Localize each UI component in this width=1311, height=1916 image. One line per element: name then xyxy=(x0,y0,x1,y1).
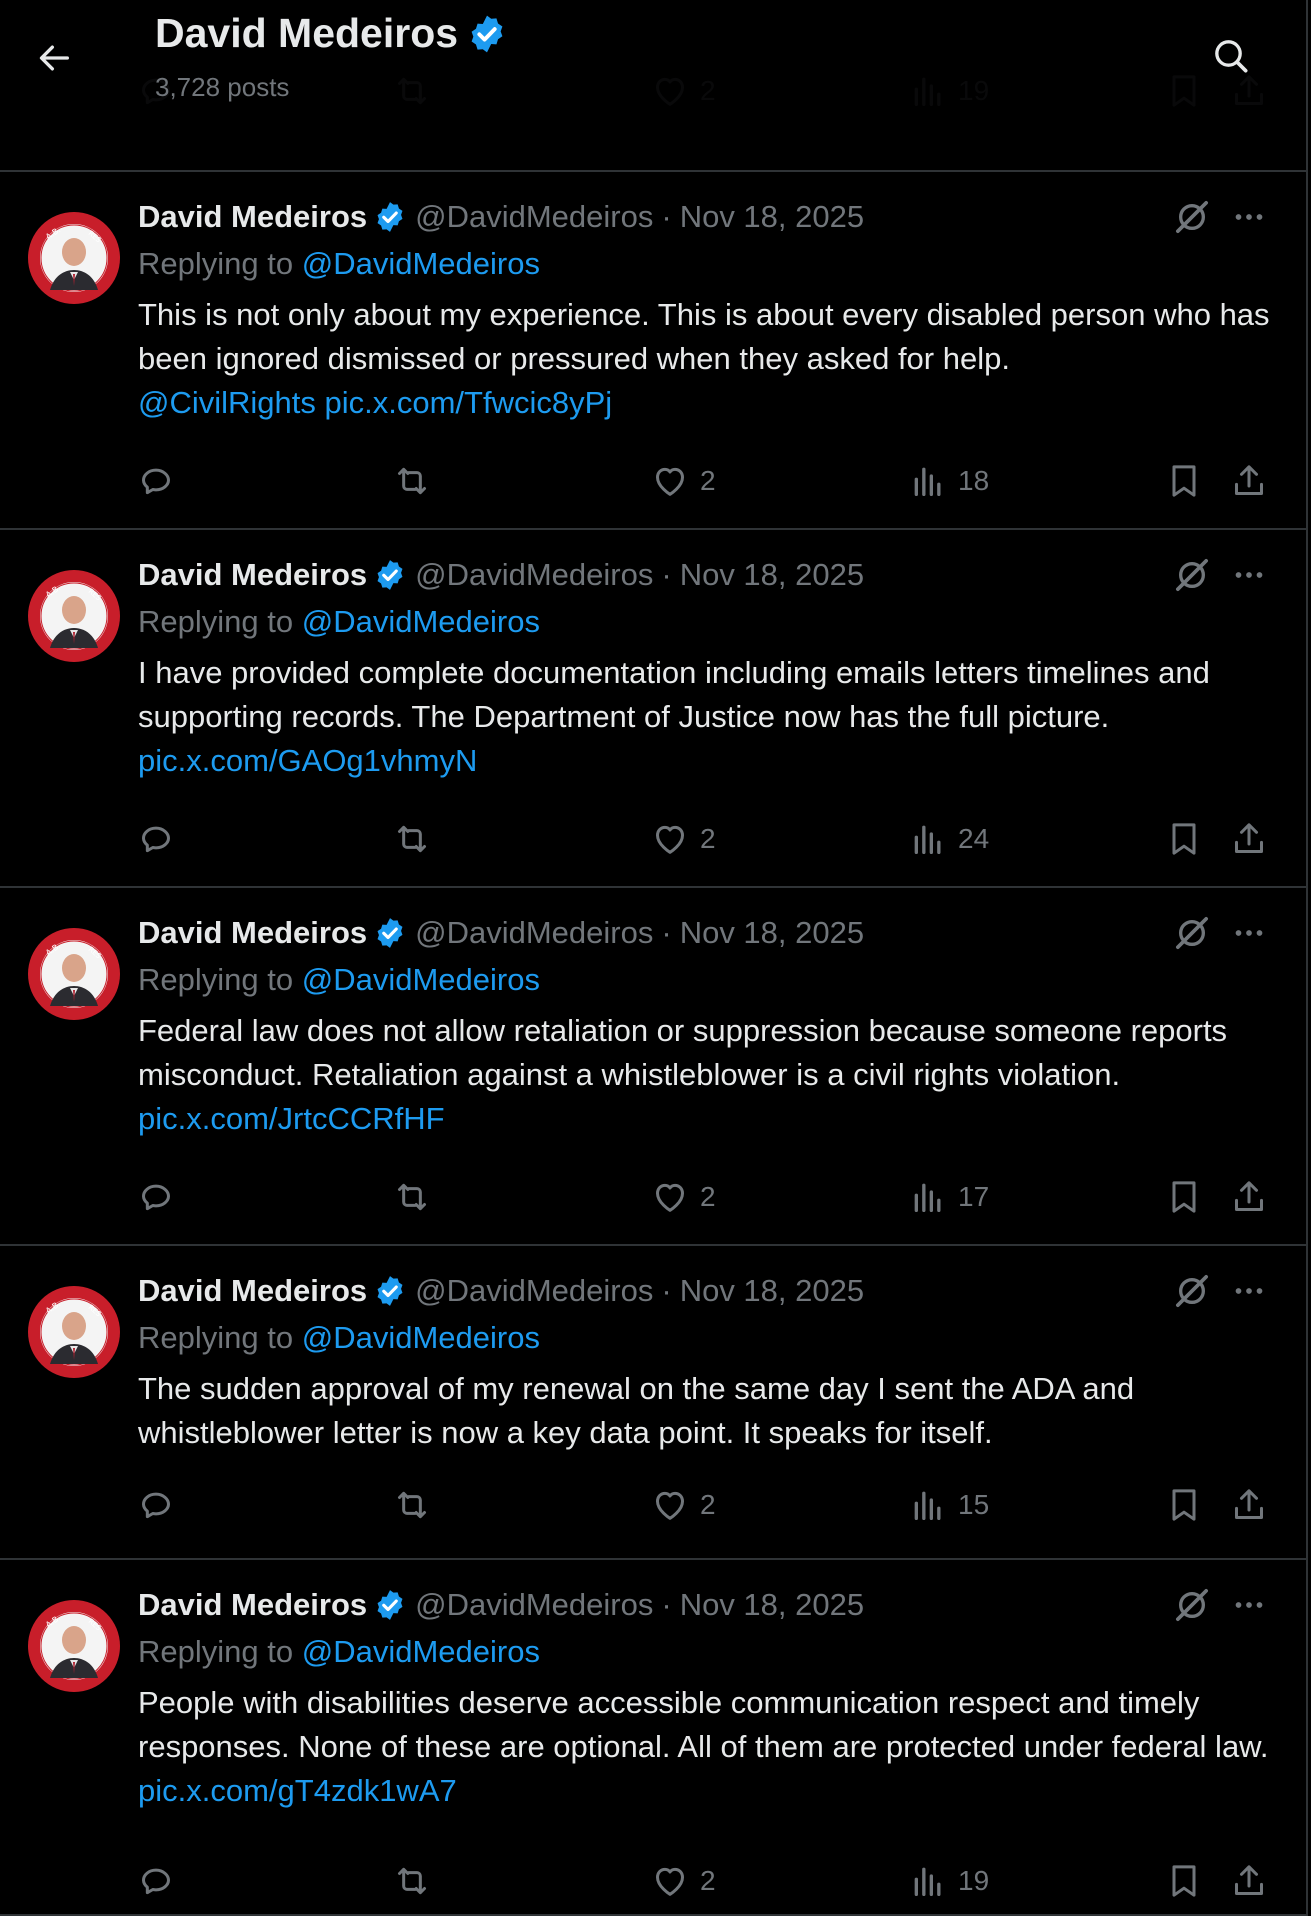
tweet[interactable] xyxy=(0,530,1306,888)
replying-prefix: Replying to xyxy=(138,1320,294,1355)
views-count: 19 xyxy=(958,1865,990,1896)
repost-button[interactable] xyxy=(392,456,432,506)
verified-badge-icon xyxy=(373,200,407,234)
replying-to-link[interactable]: @DavidMedeiros xyxy=(301,1320,540,1355)
search-button[interactable] xyxy=(1205,30,1257,82)
heart-icon xyxy=(650,461,690,501)
bookmark-button[interactable] xyxy=(1164,1172,1204,1222)
replying-prefix: Replying to xyxy=(138,246,294,281)
tweet-body: I have provided complete documentation including emails letters timelines and supporting records. The Department of Justice now has the full picture. xyxy=(138,655,1210,734)
like-button[interactable] xyxy=(650,456,716,506)
reply-button[interactable] xyxy=(136,1856,176,1906)
back-button[interactable] xyxy=(30,34,78,82)
action-bar xyxy=(0,1856,1306,1906)
share-button[interactable] xyxy=(1229,1856,1269,1906)
replying-to xyxy=(138,246,540,282)
media-link[interactable]: pic.x.com/Tfwcic8yPj xyxy=(324,385,613,420)
tweet-header xyxy=(138,910,864,956)
like-count: 2 xyxy=(700,1865,716,1896)
reply-icon xyxy=(136,461,176,501)
tweet-date[interactable]: Nov 18, 2025 xyxy=(679,915,865,950)
tweet-text xyxy=(138,1009,1278,1141)
heart-icon xyxy=(650,1177,690,1217)
action-bar xyxy=(0,1480,1306,1530)
bookmark-icon xyxy=(1164,1485,1204,1525)
replying-to-link[interactable]: @DavidMedeiros xyxy=(301,246,540,281)
views-count: 24 xyxy=(958,823,990,854)
svg-text:A.B.: A.B. xyxy=(43,941,63,958)
grok-button[interactable] xyxy=(1168,552,1216,598)
tweet[interactable] xyxy=(0,1246,1306,1560)
avatar[interactable] xyxy=(28,1286,120,1378)
author-name[interactable]: David Medeiros xyxy=(138,1273,368,1308)
share-icon xyxy=(1229,1177,1269,1217)
tweet-body: People with disabilities deserve accessible communication respect and timely responses. None of these are optional. All of them are protected under federal law. xyxy=(138,1685,1269,1764)
like-count: 2 xyxy=(700,823,716,854)
more-options-button[interactable] xyxy=(1226,1268,1272,1314)
views-icon xyxy=(908,819,948,859)
author-name[interactable]: David Medeiros xyxy=(138,557,368,592)
separator-dot: · xyxy=(661,1587,672,1622)
tweet-text xyxy=(138,1681,1278,1813)
svg-text:RES: RES xyxy=(86,587,103,603)
views-count: 15 xyxy=(958,1489,990,1520)
bookmark-icon xyxy=(1164,461,1204,501)
views-count: 17 xyxy=(958,1181,990,1212)
heart-icon xyxy=(650,1485,690,1525)
svg-text:A.B.: A.B. xyxy=(43,1299,63,1316)
bookmark-button[interactable] xyxy=(1164,1856,1204,1906)
grok-icon xyxy=(1172,555,1212,595)
views-button[interactable] xyxy=(908,814,989,864)
views-button[interactable] xyxy=(908,1172,989,1222)
repost-button[interactable] xyxy=(392,1172,432,1222)
repost-icon xyxy=(392,819,432,859)
grok-icon xyxy=(1172,1271,1212,1311)
profile-name: David Medeiros xyxy=(155,10,459,56)
like-count: 2 xyxy=(700,1489,716,1520)
verified-badge-icon xyxy=(466,13,508,55)
tweet-header xyxy=(138,1582,864,1628)
post-count: 3,728 posts xyxy=(155,72,290,102)
reply-button[interactable] xyxy=(136,1172,176,1222)
avatar[interactable] xyxy=(28,928,120,1020)
author-name[interactable]: David Medeiros xyxy=(138,199,368,234)
heart-icon xyxy=(650,1861,690,1901)
replying-to-link[interactable]: @DavidMedeiros xyxy=(301,962,540,997)
more-icon xyxy=(1231,557,1267,593)
avatar[interactable] xyxy=(28,212,120,304)
reply-icon xyxy=(136,819,176,859)
author-name[interactable]: David Medeiros xyxy=(138,915,368,950)
like-button[interactable] xyxy=(650,1480,716,1530)
share-icon xyxy=(1229,1861,1269,1901)
share-icon xyxy=(1229,819,1269,859)
verified-badge-icon xyxy=(373,1274,407,1308)
grok-icon xyxy=(1172,197,1212,237)
profile-header xyxy=(0,0,1306,112)
tweet-body: This is not only about my experience. This is about every disabled person who has been ignored dismissed or pressured when they asked for help. xyxy=(138,297,1270,376)
more-icon xyxy=(1231,199,1267,235)
share-button[interactable] xyxy=(1229,814,1269,864)
replying-prefix: Replying to xyxy=(138,604,294,639)
media-link[interactable]: pic.x.com/JrtcCCRfHF xyxy=(138,1101,445,1136)
tweet-date[interactable]: Nov 18, 2025 xyxy=(679,1273,865,1308)
svg-text:RES: RES xyxy=(86,1303,103,1319)
grok-icon xyxy=(1172,1585,1212,1625)
action-bar xyxy=(0,814,1306,864)
more-options-button[interactable] xyxy=(1226,1582,1272,1628)
more-options-button[interactable] xyxy=(1226,194,1272,240)
replying-to xyxy=(138,604,540,640)
repost-icon xyxy=(392,1485,432,1525)
verified-badge xyxy=(373,200,407,234)
replying-to xyxy=(138,962,540,998)
media-link[interactable]: pic.x.com/gT4zdk1wA7 xyxy=(138,1773,457,1808)
replying-to-link[interactable]: @DavidMedeiros xyxy=(301,604,540,639)
grok-button[interactable] xyxy=(1168,1582,1216,1628)
more-icon xyxy=(1231,915,1267,951)
share-button[interactable] xyxy=(1229,1480,1269,1530)
page-title xyxy=(155,10,508,57)
separator-dot: · xyxy=(661,199,672,234)
mention-link[interactable]: @CivilRights xyxy=(138,385,316,420)
tweet-text xyxy=(138,293,1278,425)
views-button[interactable] xyxy=(908,456,989,506)
views-icon xyxy=(908,461,948,501)
like-button[interactable] xyxy=(650,1172,716,1222)
tweet-header xyxy=(138,552,864,598)
author-handle[interactable]: @DavidMedeiros xyxy=(415,1273,654,1308)
tweet[interactable] xyxy=(0,1560,1306,1916)
avatar[interactable] xyxy=(28,1600,120,1692)
tweet[interactable] xyxy=(0,888,1306,1246)
verified-badge-icon xyxy=(373,1588,407,1622)
share-icon xyxy=(1229,1485,1269,1525)
views-icon xyxy=(908,1861,948,1901)
avatar[interactable] xyxy=(28,570,120,662)
tweet-date[interactable]: Nov 18, 2025 xyxy=(679,199,865,234)
verified-badge xyxy=(373,916,407,950)
reply-button[interactable] xyxy=(136,456,176,506)
more-icon xyxy=(1231,1273,1267,1309)
bookmark-button[interactable] xyxy=(1164,814,1204,864)
like-count: 2 xyxy=(700,1181,716,1212)
reply-icon xyxy=(136,1485,176,1525)
repost-button[interactable] xyxy=(392,1480,432,1530)
grok-button[interactable] xyxy=(1168,910,1216,956)
verified-badge xyxy=(373,558,407,592)
grok-button[interactable] xyxy=(1168,194,1216,240)
svg-text:A.B.: A.B. xyxy=(43,583,63,600)
svg-text:RES: RES xyxy=(86,229,103,245)
grok-button[interactable] xyxy=(1168,1268,1216,1314)
author-handle[interactable]: @DavidMedeiros xyxy=(415,199,654,234)
verified-badge-icon xyxy=(373,558,407,592)
back-arrow-icon xyxy=(34,38,74,78)
bookmark-button[interactable] xyxy=(1164,1480,1204,1530)
tweet-text xyxy=(138,1367,1278,1455)
bookmark-icon xyxy=(1164,1861,1204,1901)
bookmark-icon xyxy=(1164,819,1204,859)
author-handle[interactable]: @DavidMedeiros xyxy=(415,1587,654,1622)
replying-to xyxy=(138,1634,540,1670)
views-count: 18 xyxy=(958,465,990,496)
reply-icon xyxy=(136,1861,176,1901)
separator-dot: · xyxy=(661,915,672,950)
views-icon xyxy=(908,1485,948,1525)
avatar-image xyxy=(28,1600,120,1692)
svg-text:A.B.: A.B. xyxy=(43,225,63,242)
author-name[interactable]: David Medeiros xyxy=(138,1587,368,1622)
bookmark-icon xyxy=(1164,1177,1204,1217)
views-icon xyxy=(908,1177,948,1217)
search-icon xyxy=(1211,36,1251,76)
avatar-image xyxy=(28,1286,120,1378)
verified-badge-icon xyxy=(373,916,407,950)
share-icon xyxy=(1229,461,1269,501)
views-button[interactable] xyxy=(908,1480,989,1530)
verified-badge xyxy=(373,1588,407,1622)
views-button[interactable] xyxy=(908,1856,989,1906)
avatar-image xyxy=(28,570,120,662)
tweet[interactable] xyxy=(0,172,1306,530)
like-button[interactable] xyxy=(650,1856,716,1906)
author-handle[interactable]: @DavidMedeiros xyxy=(415,915,654,950)
tweet-header xyxy=(138,1268,864,1314)
verified-badge xyxy=(373,1274,407,1308)
grok-icon xyxy=(1172,913,1212,953)
more-icon xyxy=(1231,1587,1267,1623)
action-bar xyxy=(0,1172,1306,1222)
tweet-body: The sudden approval of my renewal on the same day I sent the ADA and whistleblower letter is now a key data point. It speaks for itself. xyxy=(138,1371,1135,1450)
replying-prefix: Replying to xyxy=(138,1634,294,1669)
svg-text:A.B.: A.B. xyxy=(43,1613,63,1630)
share-button[interactable] xyxy=(1229,456,1269,506)
svg-text:RES: RES xyxy=(86,945,103,961)
share-button[interactable] xyxy=(1229,1172,1269,1222)
repost-button[interactable] xyxy=(392,1856,432,1906)
avatar-image xyxy=(28,212,120,304)
author-handle[interactable]: @DavidMedeiros xyxy=(415,557,654,592)
like-button[interactable] xyxy=(650,814,716,864)
repost-icon xyxy=(392,1177,432,1217)
tweet-date[interactable]: Nov 18, 2025 xyxy=(679,1587,865,1622)
like-count: 2 xyxy=(700,465,716,496)
reply-button[interactable] xyxy=(136,814,176,864)
tweet-header xyxy=(138,194,864,240)
replying-prefix: Replying to xyxy=(138,962,294,997)
action-bar xyxy=(0,456,1306,506)
bookmark-button[interactable] xyxy=(1164,456,1204,506)
reply-button[interactable] xyxy=(136,1480,176,1530)
replying-to xyxy=(138,1320,540,1356)
repost-icon xyxy=(392,461,432,501)
tweet-date[interactable]: Nov 18, 2025 xyxy=(679,557,865,592)
avatar-image xyxy=(28,928,120,1020)
repost-button[interactable] xyxy=(392,814,432,864)
svg-text:RES: RES xyxy=(86,1617,103,1633)
separator-dot: · xyxy=(661,557,672,592)
more-options-button[interactable] xyxy=(1226,552,1272,598)
reply-icon xyxy=(136,1177,176,1217)
tweet-text xyxy=(138,651,1278,783)
tweet-body: Federal law does not allow retaliation or suppression because someone reports misconduct. Retaliation against a whistleblower is a civil rights violation. xyxy=(138,1013,1228,1092)
more-options-button[interactable] xyxy=(1226,910,1272,956)
media-link[interactable]: pic.x.com/GAOg1vhmyN xyxy=(138,743,478,778)
repost-icon xyxy=(392,1861,432,1901)
heart-icon xyxy=(650,819,690,859)
separator-dot: · xyxy=(661,1273,672,1308)
replying-to-link[interactable]: @DavidMedeiros xyxy=(301,1634,540,1669)
